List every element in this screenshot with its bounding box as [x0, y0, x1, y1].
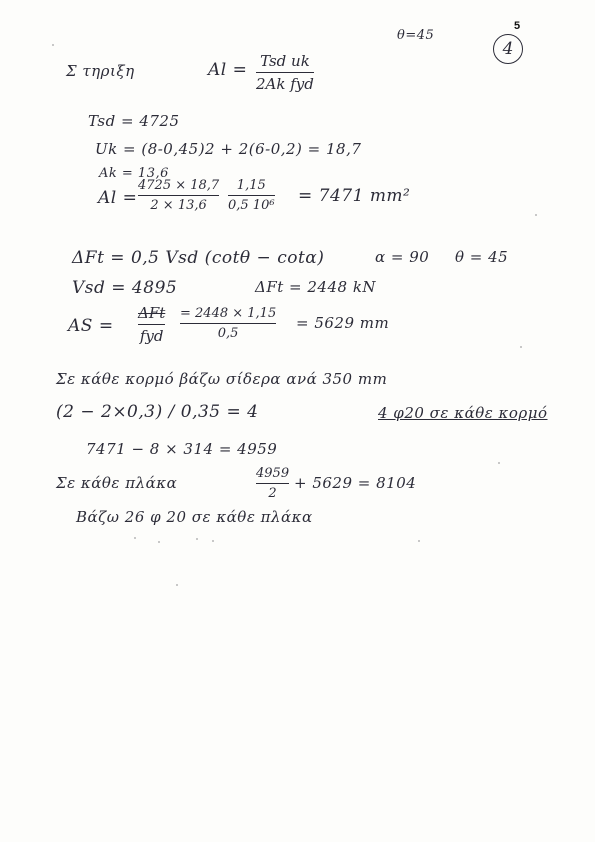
- scan-speck: [158, 541, 160, 543]
- as-result: = 5629 mm: [296, 314, 390, 332]
- al-fraction-1-denominator: 2 × 13,6: [150, 198, 207, 213]
- scan-speck: [176, 584, 178, 586]
- al-fraction-2-numerator: 1,15: [236, 178, 266, 193]
- al-lhs: Al =: [98, 188, 138, 208]
- uk-line: Uk = (8-0,45)2 + 2(6-0,2) = 18,7: [95, 140, 362, 158]
- remaining-area-line: 7471 − 8 × 314 = 4959: [86, 440, 278, 458]
- page-number: 5: [514, 20, 521, 32]
- reinforcement-note-line: Σε κάθε κορμό βάζω σίδερα ανά 350 mm: [56, 370, 388, 388]
- scan-speck: [196, 538, 198, 540]
- ak-line: Ak = 13,6: [99, 166, 169, 181]
- scan-speck: [52, 44, 54, 46]
- slab-fraction-numerator: 4959: [256, 466, 290, 481]
- scan-speck: [212, 540, 214, 542]
- header-fraction-denominator: 2Ak fyd: [256, 75, 314, 93]
- fraction-bar: [256, 72, 314, 73]
- as-fraction-2-denominator: 0,5: [217, 326, 239, 341]
- header-fraction-numerator: Tsd uk: [260, 52, 310, 70]
- slab-label: Σε κάθε πλάκα: [56, 474, 178, 492]
- scan-speck: [498, 462, 500, 464]
- al-result: = 7471 mm²: [298, 186, 411, 206]
- delta-ft-line: ΔFt = 0,5 Vsd (cotθ − cotα): [72, 248, 325, 268]
- scan-speck: [134, 537, 136, 539]
- al-fraction-2-denominator: 0,5 10⁶: [228, 198, 275, 213]
- header-fraction: [256, 52, 314, 93]
- fraction-bar: [256, 483, 289, 484]
- al-fraction-1-numerator: 4725 × 18,7: [138, 178, 220, 193]
- scan-speck: [418, 540, 420, 542]
- sheet-number-circle: 4: [493, 34, 523, 64]
- as-fraction-numerator: ΔFt: [138, 304, 166, 322]
- vsd-line: Vsd = 4895: [72, 278, 178, 298]
- fraction-bar: [228, 195, 275, 196]
- alpha-value: α = 90: [375, 248, 430, 266]
- slab-fraction-denominator: 2: [268, 486, 277, 501]
- as-lhs: AS =: [68, 316, 114, 336]
- dft-value: ΔFt = 2448 kN: [255, 278, 377, 296]
- fraction-bar: [138, 324, 165, 325]
- as-fraction-denominator: fyd: [139, 327, 164, 345]
- scan-speck: [520, 346, 522, 348]
- bar-count-calc: (2 − 2×0,3) / 0,35 = 4: [56, 402, 259, 422]
- as-fraction-2-numerator: = 2448 × 1,15: [180, 306, 277, 321]
- fraction-bar: [138, 195, 219, 196]
- tsd-line: Tsd = 4725: [88, 112, 180, 130]
- theta-value: θ = 45: [455, 248, 509, 266]
- as-fraction-2: [180, 306, 276, 341]
- header-label: Σ τηριξη: [66, 62, 135, 80]
- al-fraction-2: [228, 178, 275, 213]
- scan-speck: [535, 214, 537, 216]
- al-fraction-1: [138, 178, 219, 213]
- slab-fraction: [256, 466, 289, 501]
- fraction-bar: [180, 323, 276, 324]
- bar-count-result: 4 φ20 σε κάθε κορμό: [378, 404, 548, 422]
- top-right-note: θ=45: [397, 28, 435, 43]
- header-formula-lhs: Al =: [208, 60, 248, 80]
- final-placement-line: Βάζω 26 φ 20 σε κάθε πλάκα: [76, 508, 313, 526]
- slab-total: + 5629 = 8104: [294, 474, 417, 492]
- as-fraction: [138, 304, 165, 345]
